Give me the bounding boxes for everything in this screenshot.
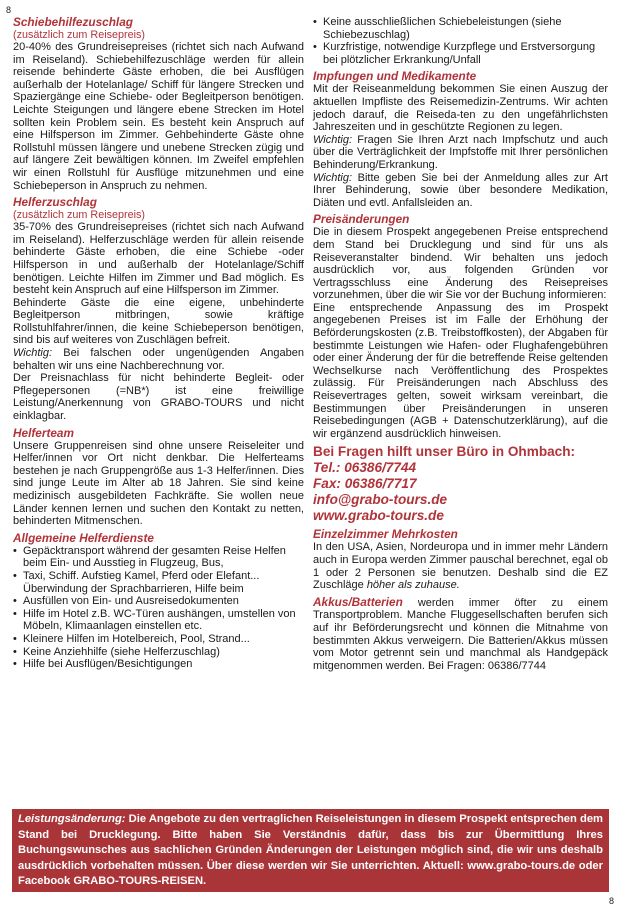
impfungen-heading: Impfungen und Medikamente <box>313 69 477 84</box>
notice-text: Die Angebote zu den vertraglichen Reiseleistungen in diesem Prospekt entsprechen dem Stand bei Drucklegung. Bitte haben Sie Verständnis dafür, dass bis zur Übermittlung Ihres Buchungswunsches aus sachlichen Gründen Änderungen der Leistungen möglich sind, die wir uns deshalb ausdrücklich vorbehalten müssen. Über diese werden wir Sie unterrichten. Aktuell: www.grabo-tours.de oder Facebook GRABO-TOURS-REISEN. <box>18 813 603 888</box>
impfungen-wichtig-1-label: Wichtig: <box>313 133 353 146</box>
helfer-text-2: Behinderte Gäste die eine eigene, unbehinderte Begleitperson mitbringen, sowie kräftige Rollstuhlfahrer/innen, die keine Schiebeperson benötigen, sind bis auf weiteres von Zuschlägen befreit. <box>13 296 304 347</box>
contact-web-link[interactable]: www.grabo-tours.de <box>313 508 444 524</box>
section-schiebehilfe <box>13 16 304 192</box>
impfungen-wichtig-2 <box>313 172 608 210</box>
right-column <box>313 16 608 676</box>
impfungen-wichtig-1-text: Fragen Sie Ihren Arzt nach Impfschutz und auch über die Verträglichkeit der Impfstoffe mit Ihrer persönlichen Behinderung/Erkrankung. <box>313 133 608 171</box>
helferteam-heading: Helferteam <box>13 425 74 440</box>
helfer-text-1: 35-70% des Grundreisepreises (richtet sich nach Aufwand im Reiseland). Helferzuschläge werden für allein reisende behinderte Gäste erhoben, die eine Schiebe -oder Hilfsperson in und außerhalb der Hotelanlage/Schiff benötigen. Leichte Hilfen im Zimmer und Bad möglich. Es besteht kein Anspruch auf eine Hilfsperson im Zimmer. <box>13 221 304 297</box>
contact-tel: Tel.: 06386/7744 <box>313 460 417 476</box>
left-column <box>13 16 304 675</box>
notice-title: Leistungsänderung: <box>18 813 126 825</box>
helferdienste-heading: Allgemeine Helferdienste <box>13 530 154 545</box>
helfer-wichtig <box>13 347 304 372</box>
section-helferdienste <box>13 532 304 671</box>
page-number-bottom: 8 <box>608 896 614 906</box>
einzel-text-main: In den USA, Asien, Nordeuropa und in immer mehr Ländern auch in Europa werden Zimmer pauschal berechnet, egal ob 1 oder 2 Personen sie benutzen. Deshalb sind die EZ Zuschläge <box>313 541 608 592</box>
akkus-heading: Akkus/Batterien <box>313 594 403 609</box>
list-item: • Hilfe im Hotel z.B. WC-Türen aushängen, umstellen von Möbeln, Klimaanlagen einstellen etc. <box>13 608 304 633</box>
schiebehilfe-subtitle: (zusätzlich zum Reisepreis) <box>13 29 145 41</box>
list-item: • Kleinere Hilfen im Hotelbereich, Pool, Strand... <box>13 633 304 646</box>
list-item: • Keine Anziehhilfe (siehe Helferzuschlag) <box>13 646 304 659</box>
contact-block <box>313 444 608 524</box>
preis-text-1: Die in diesem Prospekt angegebenen Preise entsprechend dem Stand bei Drucklegung und sind für uns als Reiseveranstalter bindend. Wir behalten uns jedoch ausdrücklich vor, aus folgenden Gründen vor Vertragsschluss eine Änderung des Reisepreises vorzunehmen, über die wir Sie vor der Buchung informieren: <box>313 226 608 302</box>
einzel-heading: Einzelzimmer Mehrkosten <box>313 527 458 542</box>
contact-email-link[interactable]: info@grabo-tours.de <box>313 492 448 508</box>
list-item: • Gepäcktransport während der gesamten Reise Helfen beim Ein- und Ausstieg in Flugzeug, Bus, <box>13 545 304 570</box>
section-helferzuschlag <box>13 196 304 423</box>
helfer-wichtig-text: Bei falschen oder ungenügenden Angaben behalten wir uns eine Nachberechnung vor. <box>13 347 304 372</box>
helferdienste-continued <box>313 16 608 66</box>
helferteam-text: Unsere Gruppenreisen sind ohne unsere Reiseleiter und Helfer/innen vor Ort nicht denkbar. Die Helferteams bestehen je nach Gruppengröße aus 1-3 Helfer/innen. Dies sind junge Leute im Alter ab 18 Jahren. Sie sind keine medizinisch ausgebildeten Fachkräfte. Sie wollen neue Länder kennen lernen und suchen den Kontakt zu netten, behinderten Mitmenschen. <box>13 439 304 528</box>
contact-heading: Bei Fragen hilft unser Büro in Ohmbach: <box>313 444 576 460</box>
preis-heading: Preisänderungen <box>313 212 410 227</box>
helfer-heading: Helferzuschlag <box>13 195 97 210</box>
helferdienste-list <box>13 545 304 671</box>
contact-fax: Fax: 06386/7717 <box>313 476 417 492</box>
page-number-top: 8 <box>6 5 12 15</box>
list-item: • Ausfüllen von Ein- und Ausreisedokumenten <box>13 595 304 608</box>
section-impfungen <box>313 70 608 209</box>
impfungen-text: Mit der Reiseanmeldung bekommen Sie einen Auszug der aktuellen Impfliste des Reisemedizin-Zentrums. Wir achten jedoch darauf, die Reiseda-ten zu den ungefährlichsten Jahreszeiten und in geschützte Regionen zu legen. <box>313 83 608 134</box>
akkus-text-main: werden immer öfter zu einem Transportproblem. Manche Fluggesellschaften berufen sich auf ihr Beförderungsrecht und können die Mitnahme von bestimmten Akkus verweigern. Die Batterien/Akkus müssen vom Motor getrennt sein und manchmal als Handgepäck mitgenommen werden. Bei Fragen: 06386/7744 <box>313 596 608 672</box>
list-item: • Hilfe bei Ausflügen/Besichtigungen <box>13 658 304 671</box>
list-item: • Kurzfristige, notwendige Kurzpflege und Erstversorgung bei plötzlicher Erkrankung/Unfall <box>313 41 608 66</box>
einzel-text <box>313 541 608 591</box>
list-item: • Taxi, Schiff. Aufstieg Kamel, Pferd oder Elefant... Überwindung der Sprachbarrieren, Hilfe beim <box>13 570 304 595</box>
preis-text-2: Eine entsprechende Anpassung des im Prospekt angegebenen Preises ist im Falle der Erhöhung der Beförderungskosten (z.B. Treibstoffkosten), der Abgaben für bestimmte Leistungen wie Hafen- oder Flughafengebühren oder einer Änderung der für die betreffende Reise geltenden Wechselkurse nach Veröffentlichung des Prospektes zulässig. Für Preisänderungen nach Abschluss des Reisevertrages gelten, soweit wirksam vereinbart, die Bestimmungen über Preisänderungen in unseren Reisebedingungen (AGB + Datenschutzerklärung), auf die wir ergänzend ausdrücklich hinweisen. <box>313 301 608 440</box>
impfungen-wichtig-2-label: Wichtig: <box>313 171 353 184</box>
schiebehilfe-text: 20-40% des Grundreisepreises (richtet sich nach Aufwand im Reiseland). Schiebehilfezuschläge werden für allein reisende behinderte Gäste erhoben, die bei Ausflügen außerhalb der Hotelanlage/ Schiff für längere Strecken und Spaziergänge eine Schiebe- oder Begleitperson benötigen. Leichte Steigungen und längere ebene Strecken im Hotel sollten kein Problem sein. Es besteht kein Anspruch auf eine Hilfsperson im Zimmer. Gehbehinderte Gäste ohne Rollstuhl müssen längere und unebene Strecken zügig und auf längere Zeit bewältigen können. Im Zweifel empfehlen wir einen Rollstuhl für Ausflüge mitzunehmen und eine Schiebeperson in Anspruch zu nehmen. <box>13 41 304 192</box>
section-preisaenderungen <box>313 213 608 440</box>
einzel-text-italic: höher als zuhause. <box>366 579 460 592</box>
helfer-subtitle: (zusätzlich zum Reisepreis) <box>13 209 145 222</box>
section-akkus <box>313 596 608 673</box>
helferdienste-list-continued <box>313 16 608 66</box>
impfungen-wichtig-2-text: Bitte geben Sie bei der Anmeldung alles zur Art Ihrer Behinderung, sowie über besondere Medikation, Diäten und evtl. Anfallsleiden an. <box>313 171 608 209</box>
section-einzelzimmer <box>313 528 608 591</box>
leistungsaenderung-notice <box>12 809 609 892</box>
section-helferteam <box>13 427 304 528</box>
helfer-wichtig-label: Wichtig: <box>13 347 53 360</box>
helfer-text-3: Der Preisnachlass für nicht behinderte Begleit- oder Pflegepersonen (=NB*) ist eine freiwillige Leistung/Anerkennung von GRABO-TOURS und nicht einklagbar. <box>13 372 304 423</box>
list-item: • Keine ausschließlichen Schiebeleistungen (siehe Schiebezuschlag) <box>313 16 608 41</box>
impfungen-wichtig-1 <box>313 134 608 172</box>
akkus-text <box>313 596 608 673</box>
schiebehilfe-heading: Schiebehilfezuschlag <box>13 15 133 29</box>
